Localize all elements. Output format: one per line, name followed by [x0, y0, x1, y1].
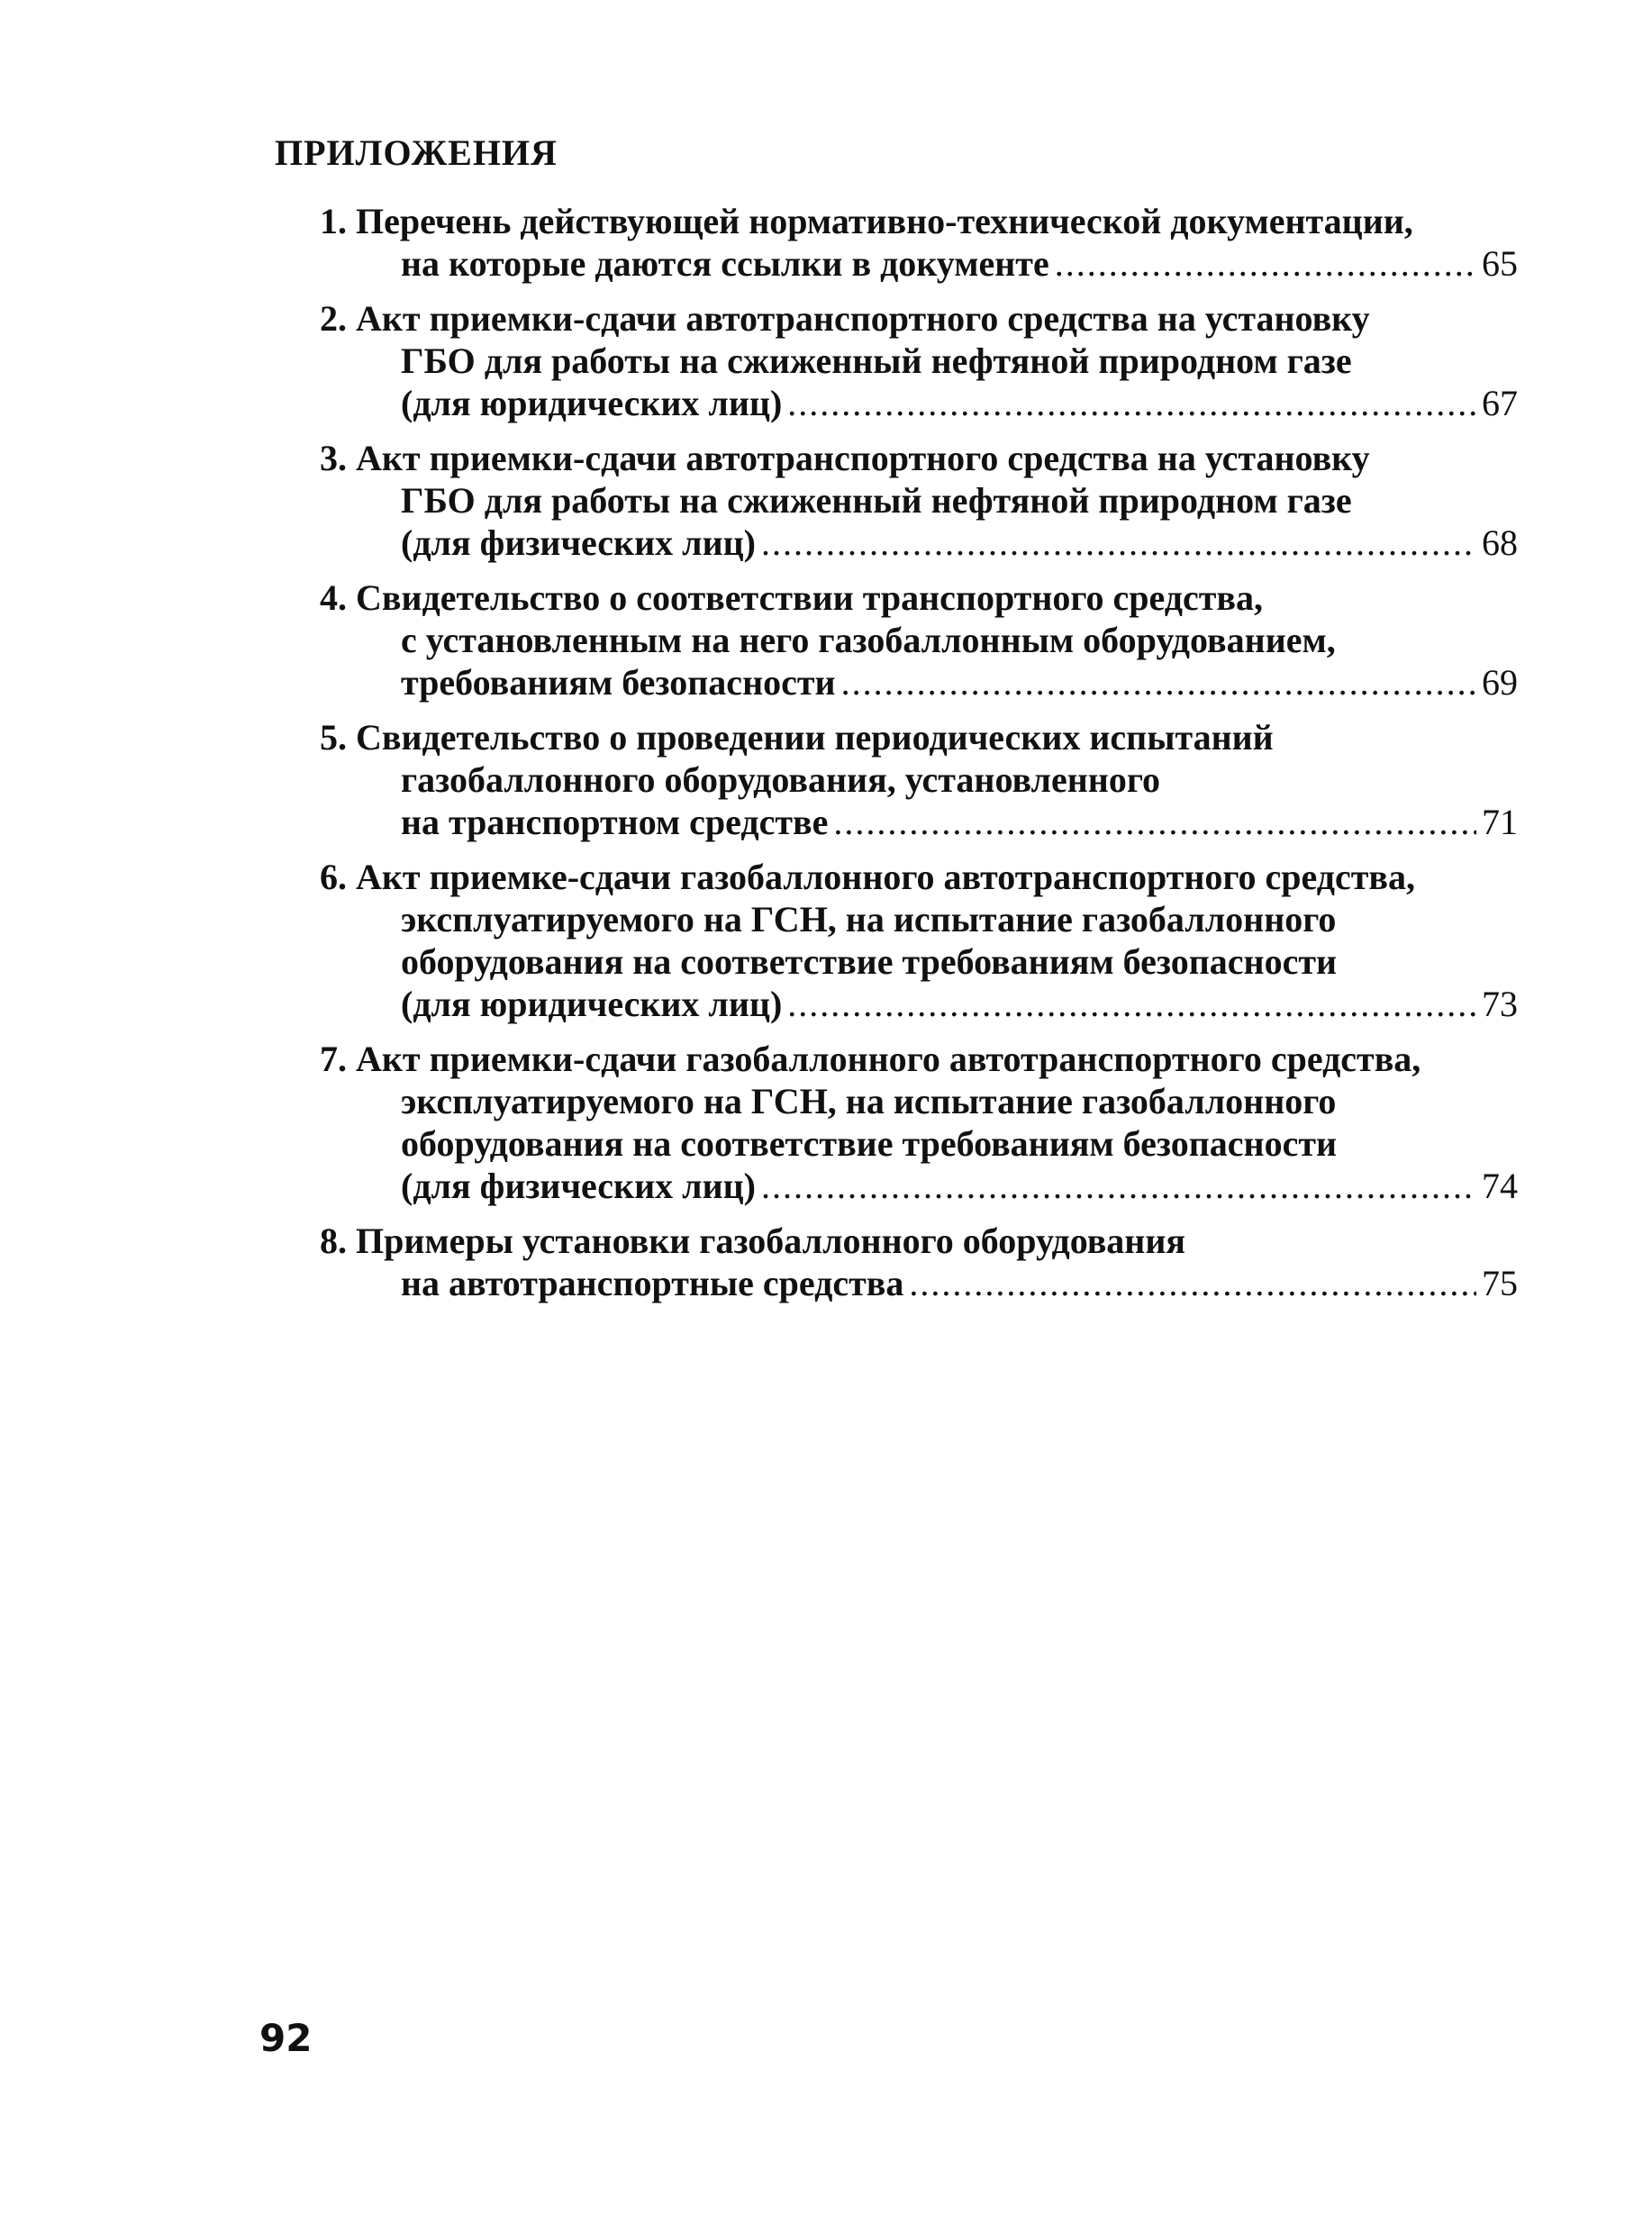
toc-entry-continuation: с установленным на него газобаллонным оборудованием, [401, 620, 1336, 660]
toc-entry-title-end: на транспортном средстве [401, 802, 829, 842]
toc-entry-page[interactable]: 67 [1482, 383, 1518, 423]
toc-entry [320, 1038, 1518, 1207]
toc-entry-first-line [320, 437, 1518, 479]
dot-leader [761, 522, 1476, 564]
toc-entry-number: 6. [320, 857, 347, 897]
toc-entry-title-end: (для физических лиц) [401, 522, 756, 563]
toc-entry-number: 2. [320, 298, 347, 339]
toc-entry [320, 297, 1518, 424]
toc-entry-title-end: на автотранспортные средства [401, 1263, 904, 1303]
page-heading: ПРИЛОЖЕНИЯ [275, 132, 558, 173]
toc-entry [320, 200, 1518, 285]
dot-leader [841, 661, 1476, 703]
toc-entry-number: 5. [320, 717, 347, 758]
toc-entry-title-end: (для юридических лиц) [401, 984, 783, 1024]
toc-entry [320, 437, 1518, 564]
toc-entry-page[interactable]: 73 [1482, 984, 1518, 1024]
toc-entry-continuation: ГБО для работы на сжиженный нефтяной природном газе [401, 340, 1352, 381]
toc-entry-page[interactable]: 65 [1482, 243, 1518, 284]
toc-entry-first-line [320, 297, 1518, 340]
page-number: 92 [259, 2016, 313, 2060]
table-of-contents [320, 200, 1518, 1317]
toc-entry-number: 3. [320, 438, 347, 478]
toc-entry [320, 716, 1518, 843]
dot-leader [787, 983, 1476, 1025]
toc-entry-last-line [320, 1262, 1518, 1304]
toc-entry-continuation: оборудования на соответствие требованиям безопасности [401, 1123, 1338, 1164]
toc-entry-first-line [320, 1038, 1518, 1080]
toc-entry-title-start: Акт приемки-сдачи газобаллонного автотранспортного средства, [356, 1039, 1421, 1079]
toc-entry-continuation: эксплуатируемого на ГСН, на испытание газобаллонного [401, 1081, 1337, 1121]
toc-entry-last-line [320, 382, 1518, 424]
toc-entry-title-start: Свидетельство о соответствии транспортного средства, [356, 577, 1263, 618]
toc-entry-first-line [320, 1220, 1518, 1262]
toc-entry-title-start: Акт приемки-сдачи автотранспортного средства на установку [356, 298, 1370, 339]
toc-entry-first-line [320, 856, 1518, 898]
toc-entry-title-end: на которые даются ссылки в документе [401, 243, 1049, 284]
toc-entry-number: 4. [320, 577, 347, 618]
toc-entry-continuation: газобаллонного оборудования, установленного [401, 759, 1160, 800]
toc-entry-title-start: Акт приемке-сдачи газобаллонного автотранспортного средства, [356, 857, 1416, 897]
toc-entry-page[interactable]: 69 [1482, 662, 1518, 703]
toc-entry-title-start: Акт приемки-сдачи автотранспортного средства на установку [356, 438, 1370, 478]
toc-entry [320, 856, 1518, 1025]
toc-entry-page[interactable]: 75 [1482, 1263, 1518, 1303]
toc-entry-page[interactable]: 71 [1482, 802, 1518, 842]
toc-entry-title-start: Перечень действующей нормативно-технической документации, [356, 201, 1413, 241]
toc-entry-last-line [320, 801, 1518, 843]
dot-leader [1055, 242, 1476, 285]
dot-leader [787, 382, 1476, 424]
toc-entry-last-line [320, 983, 1518, 1025]
toc-entry-continuation: эксплуатируемого на ГСН, на испытание газобаллонного [401, 899, 1337, 939]
toc-entry-number: 7. [320, 1039, 347, 1079]
toc-entry-last-line [320, 242, 1518, 285]
toc-entry-last-line [320, 1165, 1518, 1207]
toc-entry-title-start: Примеры установки газобаллонного оборудования [356, 1221, 1186, 1261]
toc-entry-first-line [320, 576, 1518, 619]
toc-entry-number: 1. [320, 201, 347, 241]
dot-leader [761, 1165, 1476, 1207]
toc-entry-number: 8. [320, 1221, 347, 1261]
toc-entry-continuation: оборудования на соответствие требованиям безопасности [401, 941, 1338, 982]
toc-entry-first-line [320, 200, 1518, 242]
toc-entry-last-line [320, 522, 1518, 564]
toc-entry-title-end: требованиям безопасности [401, 662, 836, 703]
toc-entry-title-end: (для физических лиц) [401, 1166, 756, 1206]
dot-leader [833, 801, 1476, 843]
toc-entry-continuation: ГБО для работы на сжиженный нефтяной природном газе [401, 480, 1352, 521]
toc-entry [320, 576, 1518, 703]
toc-entry-title-end: (для юридических лиц) [401, 383, 783, 423]
toc-entry-page[interactable]: 74 [1482, 1166, 1518, 1206]
toc-entry-first-line [320, 716, 1518, 758]
toc-entry-last-line [320, 661, 1518, 703]
toc-entry-page[interactable]: 68 [1482, 522, 1518, 563]
dot-leader [909, 1262, 1476, 1304]
toc-entry-title-start: Свидетельство о проведении периодических испытаний [356, 717, 1274, 758]
toc-entry [320, 1220, 1518, 1304]
